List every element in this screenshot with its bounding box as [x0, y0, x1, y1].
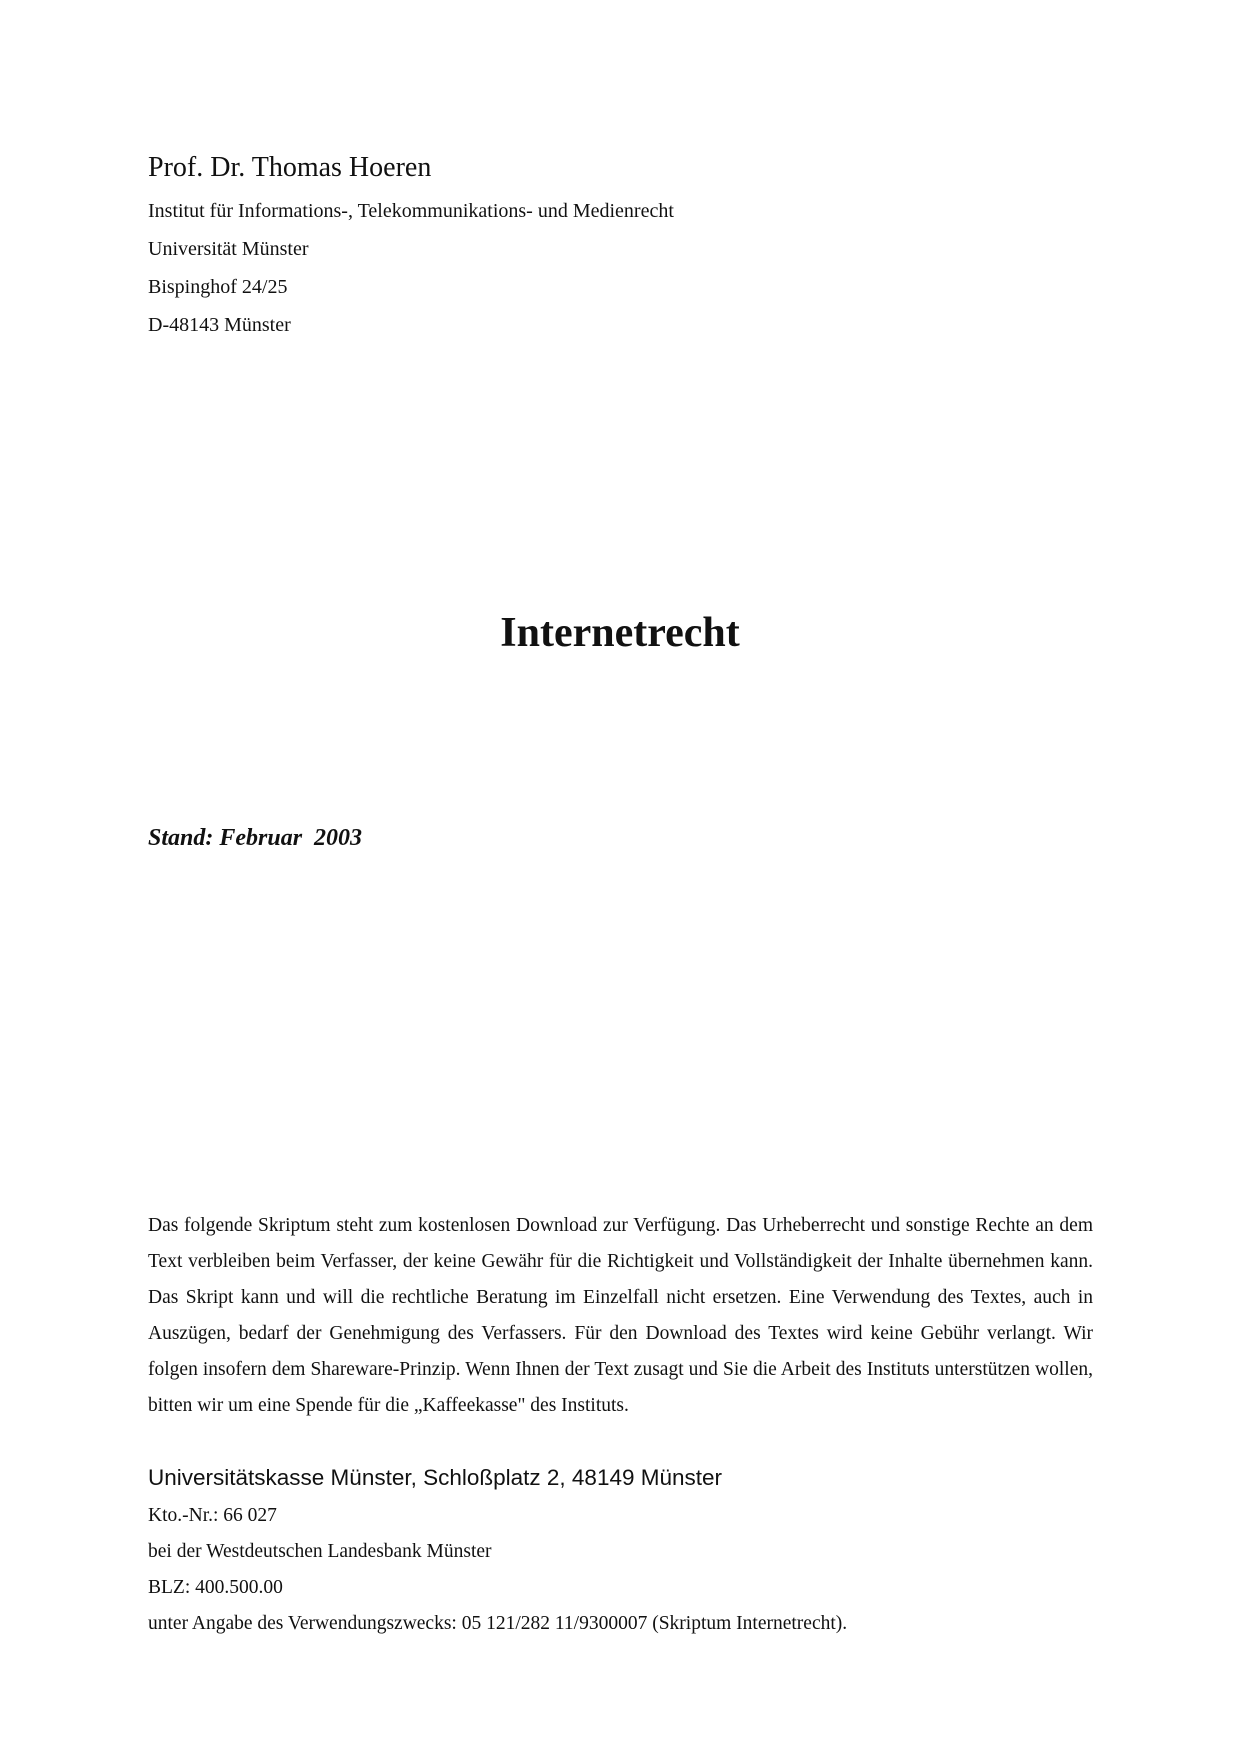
author-name: Prof. Dr. Thomas Hoeren — [148, 152, 432, 183]
document-title: Internetrecht — [500, 610, 740, 656]
university-name: Universität Münster — [148, 238, 309, 260]
street-address: Bispinghof 24/25 — [148, 276, 288, 298]
bank-address: Universitätskasse Münster, Schloßplatz 2, 48149 Münster — [148, 1465, 723, 1490]
bank-code: BLZ: 400.500.00 — [148, 1577, 283, 1598]
bank-details — [148, 1462, 1093, 1642]
version-date: Stand: Februar 2003 — [148, 825, 363, 851]
disclaimer-paragraph: Das folgende Skriptum steht zum kostenlosen Download zur Verfügung. Das Urheberrecht und sonstige Rechte an dem Text verbleiben beim Verfasser, der keine Gewähr für die Richtigkeit und Vollständigkeit der Inhalte übernehmen kann. Das Skript kann und will die rechtliche Beratung im Einzelfall nicht ersetzen. Eine Verwendung des Textes, auch in Auszügen, bedarf der Genehmigung des Verfassers. Für den Download des Textes wird keine Gebühr verlangt. Wir folgen insofern dem Shareware-Prinzip. Wenn Ihnen der Text zusagt und Sie die Arbeit des Instituts unterstützen wollen, bitten wir um eine Spende für die „Kaffeekasse" des Instituts. — [148, 1215, 1093, 1416]
account-number: Kto.-Nr.: 66 027 — [148, 1505, 277, 1526]
payment-purpose: unter Angabe des Verwendungszwecks: 05 121/282 11/9300007 (Skriptum Internetrecht). — [148, 1613, 848, 1634]
institute-name: Institut für Informations-, Telekommunikations- und Medienrecht — [148, 200, 674, 222]
city-address: D-48143 Münster — [148, 314, 291, 336]
author-block — [148, 150, 1048, 344]
bank-name: bei der Westdeutschen Landesbank Münster — [148, 1541, 492, 1562]
